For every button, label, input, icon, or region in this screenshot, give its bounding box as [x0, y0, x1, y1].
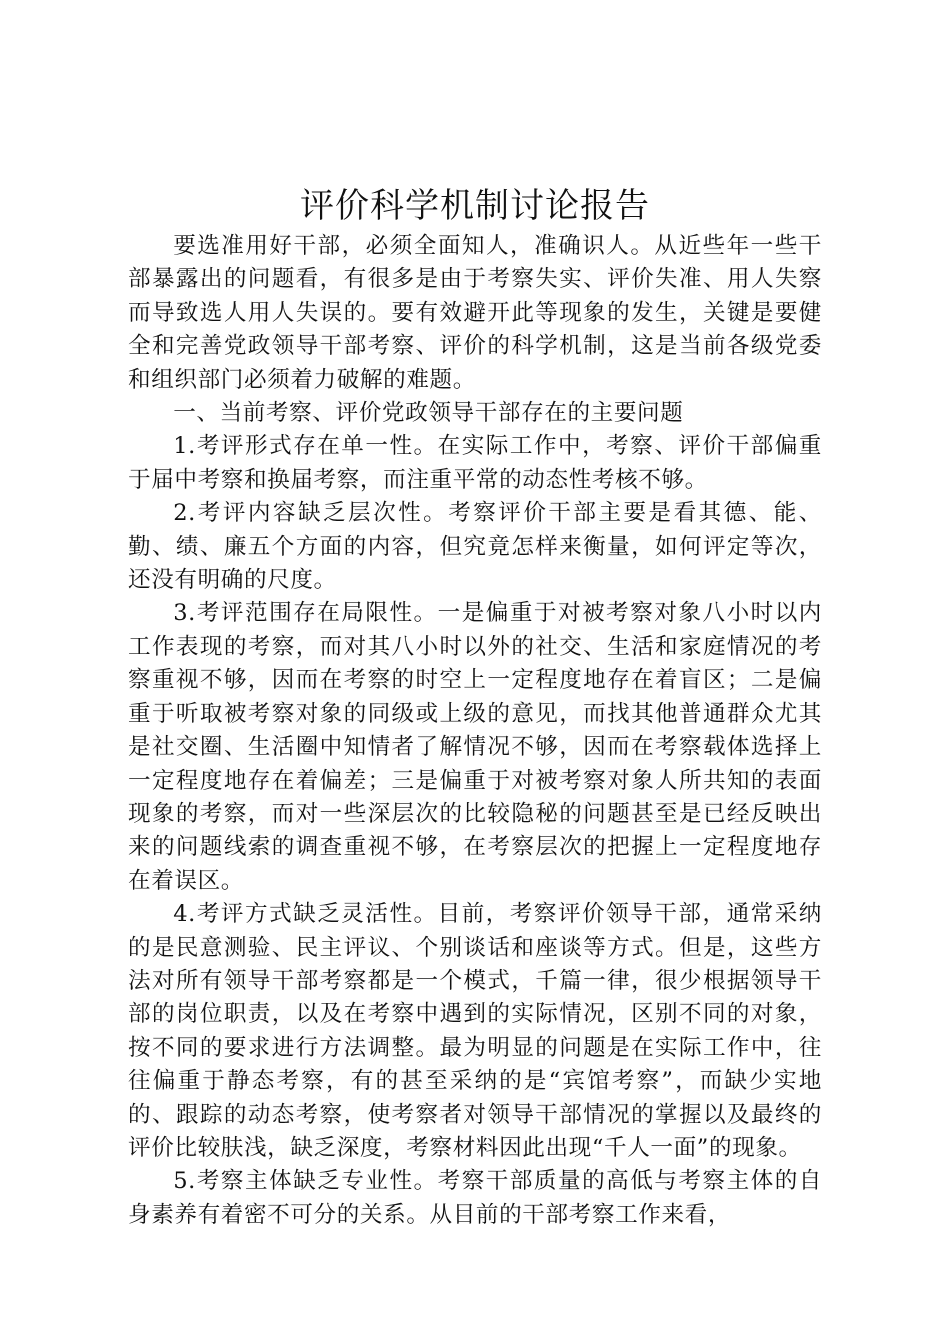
problem-item-1: 1.考评形式存在单一性。在实际工作中，考察、评价干部偏重于届中考察和换届考察，而注重平常的动态性考核不够。	[128, 433, 822, 493]
section-heading: 一、当前考察、评价党政领导干部存在的主要问题	[173, 400, 684, 427]
document-title: 评价科学机制讨论报告	[300, 186, 650, 226]
problem-item-3: 3.考评范围存在局限性。一是偏重于对被考察对象八小时以内工作表现的考察，而对其八小时以外的社交、生活和家庭情况的考察重视不够，因而在考察的时空上一定程度地存在着盲区；二是偏重于听取被考察对象的同级或上级的意见，而找其他普通群众尤其是社交圈、生活圈中知情者了解情况不够，因而在考察载体选择上一定程度地存在着偏差；三是偏重于对被考察对象人所共知的表面现象的考察，而对一些深层次的比较隐秘的问题甚至是已经反映出来的问题线索的调查重视不够，在考察层次的把握上一定程度地存在着误区。	[128, 600, 822, 894]
problem-item-2: 2.考评内容缺乏层次性。考察评价干部主要是看其德、能、勤、绩、廉五个方面的内容，但究竟怎样来衡量，如何评定等次，还没有明确的尺度。	[128, 500, 822, 594]
intro-paragraph: 要选准用好干部，必须全面知人，准确识人。从近些年一些干部暴露出的问题看，有很多是由于考察失实、评价失准、用人失察而导致选人用人失误的。要有效避开此等现象的发生，关键是要健全和完善党政领导干部考察、评价的科学机制，这是当前各级党委和组织部门必须着力破解的难题。	[128, 233, 822, 393]
problem-item-5: 5.考察主体缺乏专业性。考察干部质量的高低与考察主体的自身素养有着密不可分的关系。从目前的干部考察工作来看，	[128, 1168, 822, 1228]
problem-item-4: 4.考评方式缺乏灵活性。目前，考察评价领导干部，通常采纳的是民意测验、民主评议、个别谈话和座谈等方式。但是，这些方法对所有领导干部考察都是一个模式，千篇一律，很少根据领导干部的岗位职责，以及在考察中遇到的实际情况，区别不同的对象，按不同的要求进行方法调整。最为明显的问题是在实际工作中，往往偏重于静态考察，有的甚至采纳的是“宾馆考察”，而缺少实地的、跟踪的动态考察，使考察者对领导干部情况的掌握以及最终的评价比较肤浅，缺乏深度，考察材料因此出现“千人一面”的现象。	[128, 901, 822, 1161]
document-body	[128, 230, 822, 1232]
